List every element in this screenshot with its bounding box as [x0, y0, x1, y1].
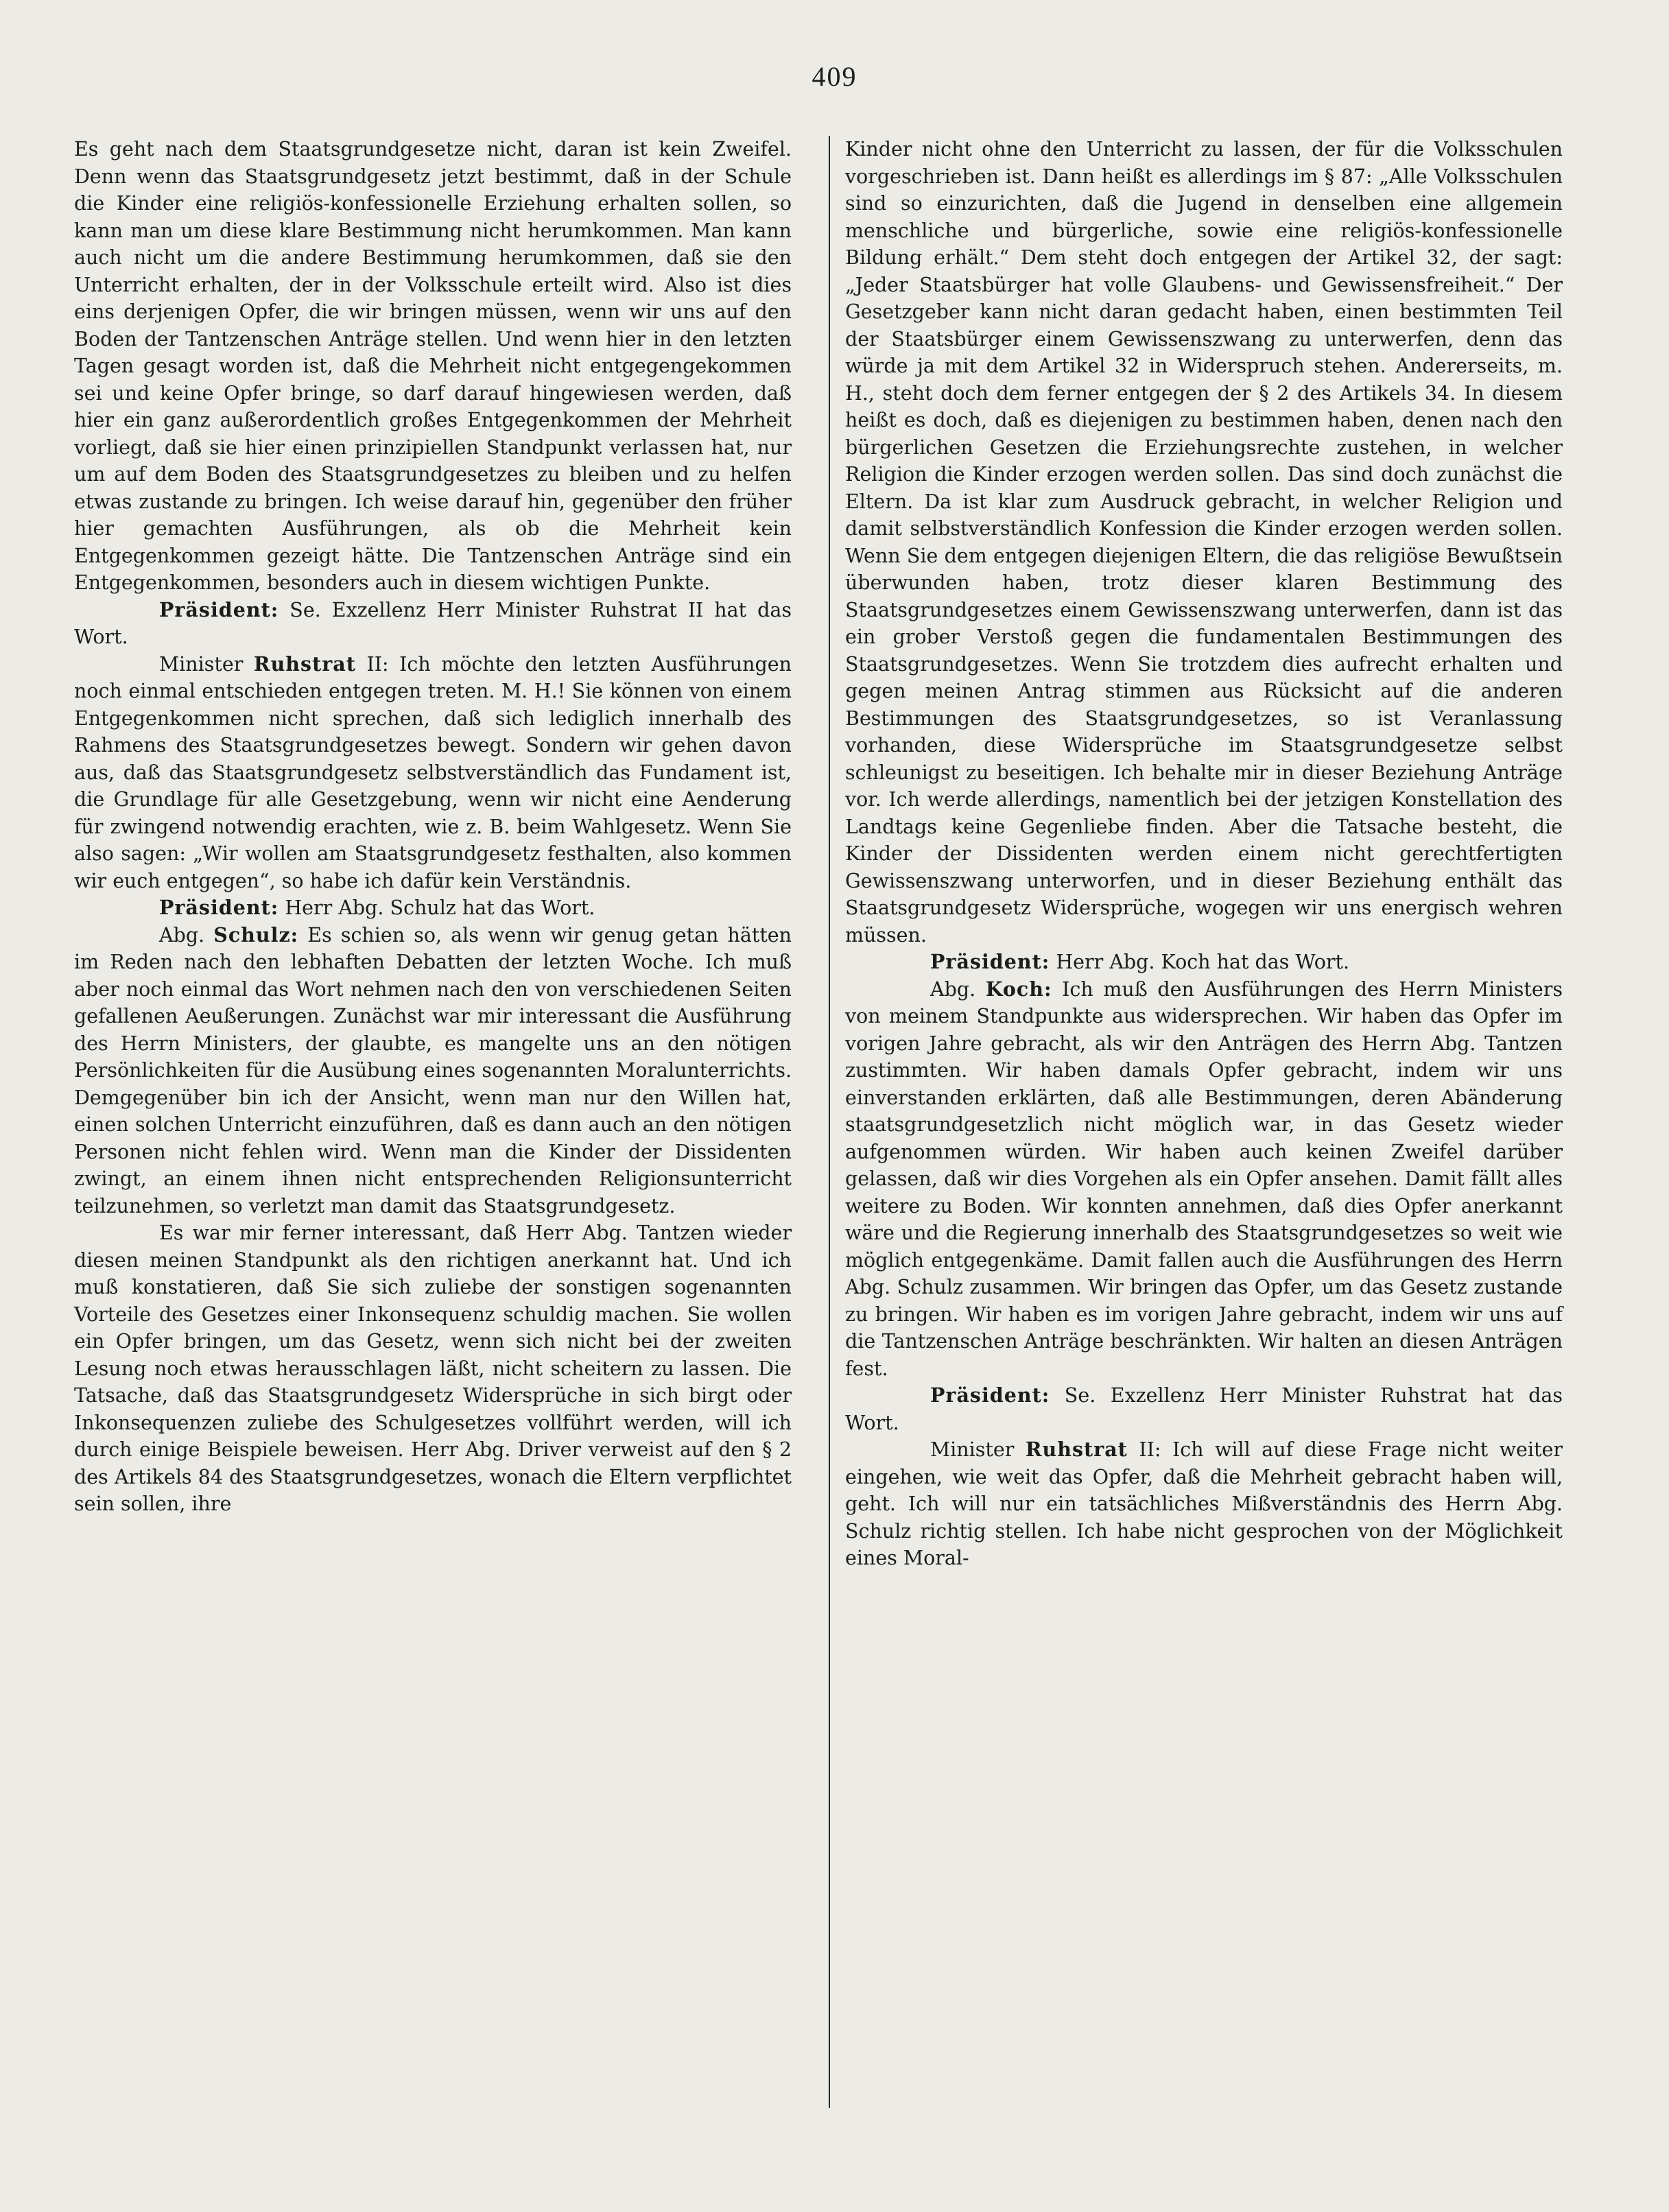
speaker-label: Präsident:	[159, 597, 279, 621]
speaker-paragraph: Abg. Schulz: Es schien so, als wenn wir genug getan hätten im Reden nach den lebhaften Debatten der letzten Woche. Ich muß aber noch einmal das Wort nehmen nach den von verschiedenen Seiten gefallenen Aeußerungen. Zunächst war mir interessant die Ausführung des Herrn Ministers, der glaubte, es mangelte uns an den nötigen Persönlichkeiten für die Ausübung eines sogenannten Moralunterrichts. Demgegenüber bin ich der Ansicht, wenn man nur den Willen hat, einen solchen Unterricht einzuführen, daß es dann auch an den nötigen Personen nicht fehlen wird. Wenn man die Kinder der Dissidenten zwingt, an einem ihnen nicht entsprechenden Religionsunterricht teilzunehmen, so verletzt man damit das Staatsgrundgesetz.	[74, 923, 792, 1217]
speaker-paragraph: Minister Ruhstrat II: Ich will auf diese Frage nicht weiter eingehen, wie weit das Opfer, daß die Mehrheit gebracht haben will, geht. Ich will nur ein tatsächliches Mißverständnis des Herrn Abg. Schulz richtig stellen. Ich habe nicht gesprochen von der Möglichkeit eines Moral-	[845, 1438, 1563, 1569]
left-column	[74, 136, 792, 1518]
speaker-label: Koch:	[985, 977, 1052, 1001]
paragraph: Kinder nicht ohne den Unterricht zu lassen, der für die Volksschulen vorgeschrieben ist. Dann heißt es allerdings im § 87: „Alle Volksschulen sind so einzurichten, daß die Jugend in denselben eine allgemein menschliche und bürgerliche, sowie eine religiös-konfessionelle Bildung erhält.“ Dem steht doch entgegen der Artikel 32, der sagt: „Jeder Staatsbürger hat volle Glaubens- und Gewissensfreiheit.“ Der Gesetzgeber kann nicht daran gedacht haben, einen bestimmten Teil der Staatsbürger einem Gewissenszwang zu unterwerfen, denn das würde ja mit dem Artikel 32 in Widerspruch stehen. Andererseits, m. H., steht doch dem ferner entgegen der § 2 des Artikels 34. In diesem heißt es doch, daß es diejenigen zu bestimmen haben, denen nach den bürgerlichen Gesetzen die Erziehungsrechte zustehen, in welcher Religion die Kinder erzogen werden sollen. Das sind doch zunächst die Eltern. Da ist klar zum Ausdruck gebracht, in welcher Religion und damit selbstverständlich Konfession die Kinder erzogen werden sollen. Wenn Sie dem entgegen diejenigen Eltern, die das religiöse Bewußtsein überwunden haben, trotz dieser klaren Bestimmung des Staatsgrundgesetzes einem Gewissenszwang unterwerfen, dann ist das ein grober Verstoß gegen die fundamentalen Bestimmungen des Staatsgrundgesetzes. Wenn Sie trotzdem dies aufrecht erhalten und gegen meinen Antrag stimmen aus Rücksicht auf die anderen Bestimmungen des Staatsgrundgesetzes, so ist Veranlassung vorhanden, diese Widersprüche im Staatsgrundgesetze selbst schleunigst zu beseitigen. Ich behalte mir in dieser Beziehung Anträge vor. Ich werde allerdings, namentlich bei der jetzigen Konstellation des Landtags keine Gegenliebe finden. Aber die Tatsache besteht, die Kinder der Dissidenten werden einem nicht gerechtfertigten Gewissenszwang unterworfen, und in dieser Beziehung enthält das Staatsgrundgesetz Widersprüche, wogegen wir uns energisch wehren müssen.	[845, 138, 1563, 947]
right-column	[845, 136, 1563, 1572]
speaker-label: Präsident:	[930, 950, 1050, 973]
speaker-label: Präsident:	[159, 896, 279, 919]
paragraph: Es geht nach dem Staatsgrundgesetze nicht, daran ist kein Zweifel. Denn wenn das Staatsgrundgesetz jetzt bestimmt, daß in der Schule die Kinder eine religiös-konfessionelle Erziehung erhalten sollen, so kann man um diese klare Bestimmung nicht herumkommen. Man kann auch nicht um die andere Bestimmung herumkommen, daß sie den Unterricht erhalten, der in der Volksschule erteilt wird. Also ist dies eins derjenigen Opfer, die wir bringen müssen, wenn wir uns auf den Boden der Tantzenschen Anträge stellen. Und wenn hier in den letzten Tagen gesagt worden ist, daß die Mehrheit nicht entgegengekommen sei und keine Opfer bringe, so darf darauf hingewiesen werden, daß hier ein ganz außerordentlich großes Entgegenkommen der Mehrheit vorliegt, daß sie hier einen prinzipiellen Standpunkt verlassen hat, nur um auf dem Boden des Staatsgrundgesetzes zu bleiben und zu helfen etwas zustande zu bringen. Ich weise darauf hin, gegenüber den früher hier gemachten Ausführungen, als ob die Mehrheit kein Entgegenkommen gezeigt hätte. Die Tantzenschen Anträge sind ein Entgegenkommen, besonders auch in diesem wichtigen Punkte.	[74, 138, 792, 594]
page-number: 409	[812, 61, 857, 92]
speaker-paragraph: Abg. Koch: Ich muß den Ausführungen des Herrn Ministers von meinem Standpunkte aus widersprechen. Wir haben das Opfer im vorigen Jahre gebracht, als wir den Anträgen des Herrn Abg. Tantzen zustimmten. Wir haben damals Opfer gebracht, indem wir uns einverstanden erklärten, daß alle Bestimmungen, deren Abänderung staatsgrundgesetzlich nicht möglich war, in das Gesetz wieder aufgenommen würden. Wir haben auch keinen Zweifel darüber gelassen, daß wir dies Vorgehen als ein Opfer ansehen. Damit fällt alles weitere zu Boden. Wir konnten annehmen, daß dies Opfer anerkannt wäre und die Regierung innerhalb des Staatsgrundgesetzes so weit wie möglich entgegenkäme. Damit fallen auch die Ausführungen des Herrn Abg. Schulz zusammen. Wir bringen das Opfer, um das Gesetz zustande zu bringen. Wir haben es im vorigen Jahre gebracht, indem wir uns auf die Tantzenschen Anträge beschränkten. Wir halten an diesen Anträgen fest.	[845, 977, 1563, 1380]
speaker-paragraph: Präsident: Se. Exzellenz Herr Minister Ruhstrat hat das Wort.	[845, 1383, 1563, 1434]
speaker-paragraph: Minister Ruhstrat II: Ich möchte den letzten Ausführungen noch einmal entschieden entgegen treten. M. H.! Sie können von einem Entgegenkommen nicht sprechen, daß sich lediglich innerhalb des Rahmens des Staatsgrundgesetzes bewegt. Sondern wir gehen davon aus, daß das Staatsgrundgesetz selbstverständlich das Fundament ist, die Grundlage für alle Gesetzgebung, wenn wir nicht eine Aenderung für zwingend notwendig erachten, wie z. B. beim Wahlgesetz. Wenn Sie also sagen: „Wir wollen am Staatsgrundgesetz festhalten, also kommen wir euch entgegen“, so habe ich dafür kein Verständnis.	[74, 652, 792, 892]
speaker-paragraph: Präsident: Herr Abg. Schulz hat das Wort.	[159, 896, 595, 919]
paragraph: Es war mir ferner interessant, daß Herr Abg. Tantzen wieder diesen meinen Standpunkt als den richtigen anerkannt hat. Und ich muß konstatieren, daß Sie sich zuliebe der sonstigen sogenannten Vorteile des Gesetzes einer Inkonsequenz schuldig machen. Sie wollen ein Opfer bringen, um das Gesetz, wenn sich nicht bei der zweiten Lesung noch etwas herausschlagen läßt, nicht scheitern zu lassen. Die Tatsache, daß das Staatsgrundgesetz Widersprüche in sich birgt oder Inkonsequenzen zuliebe des Schulgesetzes vollführt werden, will ich durch einige Beispiele beweisen. Herr Abg. Driver verweist auf den § 2 des Artikels 84 des Staatsgrundgesetzes, wonach die Eltern verpflichtet sein sollen, ihre	[74, 1222, 792, 1515]
speaker-label: Ruhstrat	[1025, 1438, 1128, 1461]
speaker-label: Ruhstrat	[253, 652, 356, 676]
speaker-label: Schulz:	[213, 923, 299, 947]
speaker-label: Präsident:	[930, 1383, 1050, 1407]
column-divider	[829, 136, 830, 2108]
speaker-paragraph: Präsident: Se. Exzellenz Herr Minister Ruhstrat II hat das Wort.	[74, 597, 792, 648]
speaker-paragraph: Präsident: Herr Abg. Koch hat das Wort.	[930, 950, 1350, 973]
